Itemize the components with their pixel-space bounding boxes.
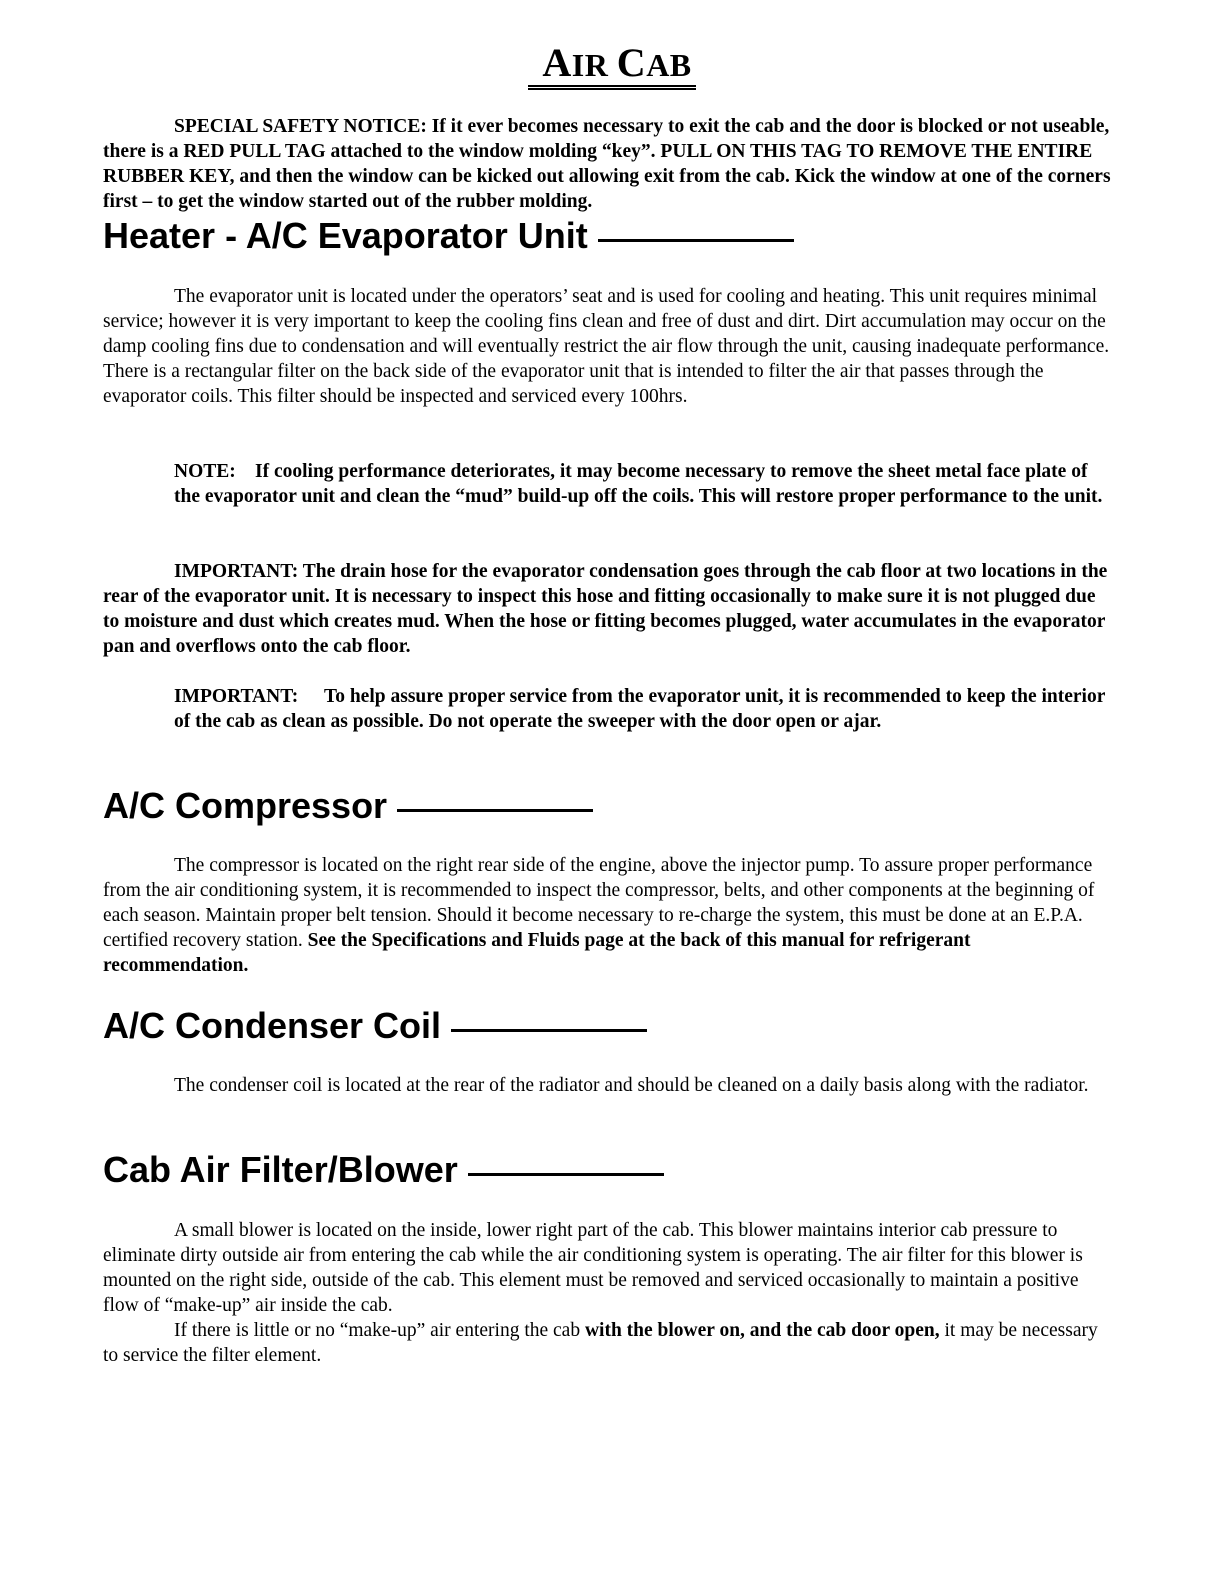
blower-paragraph-1: A small blower is located on the inside, lower right part of the cab. This blower maintains interior cab pressure to eliminate dirty outside air from entering the cab while the air conditioning system is operating. The air filter for this blower is mounted on the right side, outside of the cab. This element must be removed and serviced occasionally to maintain a positive flow of “make-up” air inside the cab.	[103, 1220, 1083, 1316]
blower-body	[103, 1218, 1113, 1368]
heater-important-service	[174, 684, 1114, 734]
condenser-body: The condenser coil is located at the rear of the radiator and should be cleaned on a daily basis along with the radiator.	[174, 1075, 1089, 1096]
section-heading-heater	[103, 214, 794, 258]
heading-rule	[451, 1029, 647, 1032]
blower-paragraph-2	[103, 1318, 1113, 1368]
heading-text: A/C Condenser Coil	[103, 1005, 442, 1046]
heading-rule	[598, 239, 794, 242]
compressor-body	[103, 853, 1113, 978]
note-text: If cooling performance deteriorates, it may become necessary to remove the sheet metal face plate of the evaporator unit and clean the “mud” build-up off the coils. This will restore proper performance to the unit.	[174, 461, 1103, 507]
heading-text: A/C Compressor	[103, 785, 388, 826]
heater-body: The evaporator unit is located under the operators’ seat and is used for cooling and heating. This unit requires minimal service; however it is very important to keep the cooling fins clean and free of dust and dirt. Dirt accumulation may occur on the damp cooling fins due to condensation and will eventually restrict the air flow through the unit, causing inadequate performance. There is a rectangular filter on the back side of the evaporator unit that is intended to filter the air that passes through the evaporator coils. This filter should be inspected and serviced every 100hrs.	[103, 286, 1110, 407]
blower-p2-text-b: it may be necessary to service the filter element.	[103, 1320, 1098, 1366]
compressor-body-text: The compressor is located on the right rear side of the engine, above the injector pump. To assure proper performance from the air conditioning system, it is recommended to inspect the compressor, belts, and other components at the beginning of each season. Maintain proper belt tension. Should it become necessary to re-charge the system, this must be done at an E.P.A. certified recovery station.	[103, 855, 1095, 951]
heading-text: Heater - A/C Evaporator Unit	[103, 215, 588, 256]
note-label: NOTE:	[174, 461, 236, 482]
section-heading-compressor	[103, 784, 593, 828]
compressor-body-bold: See the Specifications and Fluids page at the back of this manual for refrigerant recommendation.	[103, 930, 971, 976]
page-title	[0, 40, 1224, 90]
heading-text: Cab Air Filter/Blower	[103, 1149, 458, 1190]
important-label: IMPORTANT:	[174, 686, 299, 707]
section-heading-blower	[103, 1148, 664, 1192]
important-text: To help assure proper service from the evaporator unit, it is recommended to keep the interior of the cab as clean as possible. Do not operate the sweeper with the door open or ajar.	[174, 686, 1106, 732]
page-title-text: AIR CAB	[528, 43, 695, 90]
heater-important-drain: IMPORTANT: The drain hose for the evaporator condensation goes through the cab floor at two locations in the rear of the evaporator unit. It is necessary to inspect this hose and fitting occasionally to make sure it is not plugged due to moisture and dust which creates mud. When the hose or fitting becomes plugged, water accumulates in the evaporator pan and overflows onto the cab floor.	[103, 561, 1108, 657]
heading-rule	[468, 1173, 664, 1176]
safety-notice: SPECIAL SAFETY NOTICE: If it ever becomes necessary to exit the cab and the door is blocked or not useable, there is a RED PULL TAG attached to the window molding “key”. PULL ON THIS TAG TO REMOVE THE ENTIRE RUBBER KEY, and then the window can be kicked out allowing exit from the cab. Kick the window at one of the corners first – to get the window started out of the rubber molding.	[103, 116, 1111, 212]
blower-p2-text-a: If there is little or no “make-up” air entering the cab	[174, 1320, 585, 1341]
heater-note	[174, 459, 1114, 509]
heading-rule	[397, 809, 593, 812]
section-heading-condenser	[103, 1004, 647, 1048]
blower-p2-bold: with the blower on, and the cab door open,	[584, 1320, 940, 1341]
